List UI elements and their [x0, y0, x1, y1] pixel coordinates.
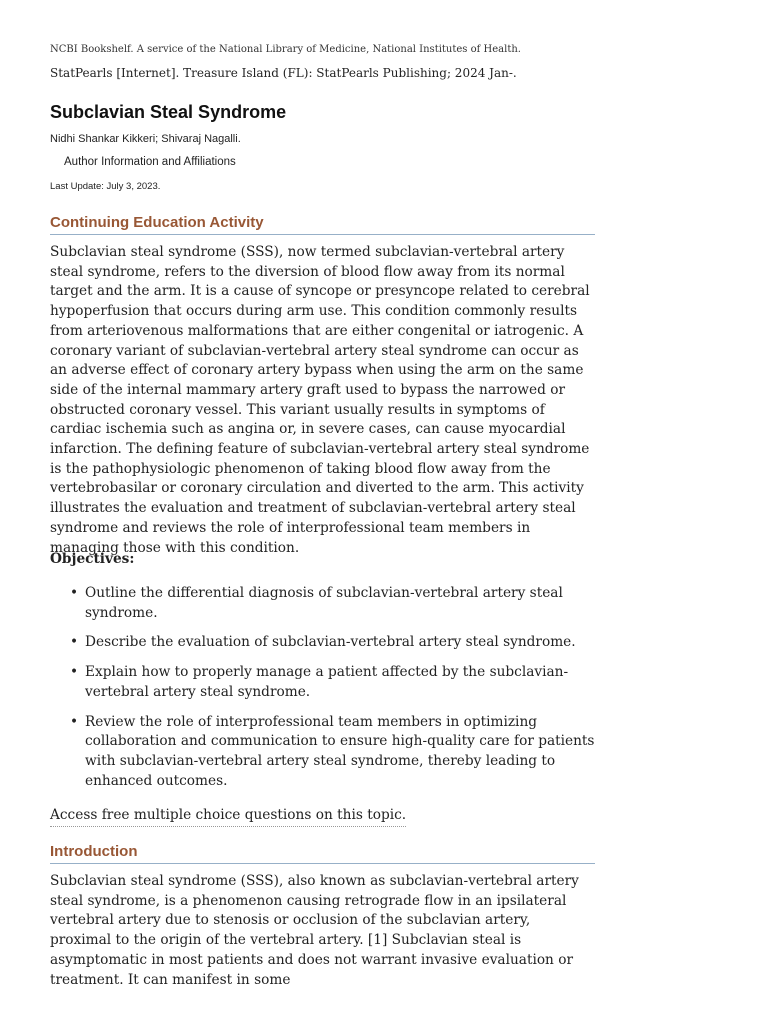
bullet-icon: • [70, 634, 79, 651]
bullet-icon: • [70, 713, 79, 730]
continuing-education-paragraph: Subclavian steal syndrome (SSS), now termed subclavian-vertebral artery steal syndrome, refers to the diversion of blood flow away from its normal target and the arm. It is a cause of syncope or presyncope related to cerebral hypoperfusion that occurs during arm use. This condition commonly results from arteriovenous malformations that are either congenital or iatrogenic. A coronary variant of subclavian-vertebral artery steal syndrome can occur as an adverse effect of coronary artery bypass when using the arm on the same side of the internal mammary artery graft used to bypass the narrowed or obstructed coronary vessel. This variant usually results in symptoms of cardiac ischemia such as angina or, in severe cases, can cause myocardial infarction. The defining feature of subclavian-vertebral artery steal syndrome is the pathophysiologic phenomenon of taking blood flow away from the vertebrobasilar or coronary circulation and diverted to the arm. This activity illustrates the evaluation and treatment of subclavian-vertebral artery steal syndrome and reviews the role of interprofessional team members in managing those with this condition. [50, 244, 590, 556]
page-title: Subclavian Steal Syndrome [50, 102, 287, 122]
mcq-link[interactable]: Access free multiple choice questions on this topic. [50, 806, 406, 827]
objective-text: Review the role of interprofessional team members in optimizing collaboration and communication to ensure high-quality care for patients with subclavian-vertebral artery steal syndrome, thereby leading to enhanced outcomes. [85, 713, 595, 789]
objective-item [50, 584, 595, 623]
objective-item [50, 663, 595, 702]
author-list[interactable]: Nidhi Shankar Kikkeri; Shivaraj Nagalli. [50, 133, 241, 145]
introduction-paragraph: Subclavian steal syndrome (SSS), also known as subclavian-vertebral artery steal syndrome, is a phenomenon causing retrograde flow in an ipsilateral vertebral artery due to stenosis or occlusion of the subclavian artery, proximal to the origin of the vertebral artery. [1] Subclavian steal is asymptomatic in most patients and does not warrant invasive evaluation or treatment. It can manifest in some [50, 873, 579, 988]
author-affiliations-toggle[interactable]: Author Information and Affiliations [64, 156, 236, 168]
last-update: Last Update: July 3, 2023. [50, 181, 161, 192]
objective-item [50, 713, 595, 792]
objectives-label: Objectives: [50, 551, 135, 567]
continuing-education-heading: Continuing Education Activity [50, 213, 595, 235]
bullet-icon: • [70, 664, 79, 681]
citation-line: StatPearls [Internet]. Treasure Island (FL): StatPearls Publishing; 2024 Jan-. [50, 66, 517, 80]
introduction-heading: Introduction [50, 842, 595, 864]
objective-text: Describe the evaluation of subclavian-vertebral artery steal syndrome. [85, 634, 576, 651]
objectives-list [50, 584, 595, 801]
bullet-icon: • [70, 585, 79, 601]
objective-text: Outline the differential diagnosis of subclavian-vertebral artery steal syndrome. [85, 585, 563, 621]
bookshelf-banner: NCBI Bookshelf. A service of the National Library of Medicine, National Institutes of Health. [50, 44, 521, 55]
objective-text: Explain how to properly manage a patient affected by the subclavian-vertebral artery steal syndrome. [85, 664, 569, 700]
objective-item [50, 633, 595, 653]
